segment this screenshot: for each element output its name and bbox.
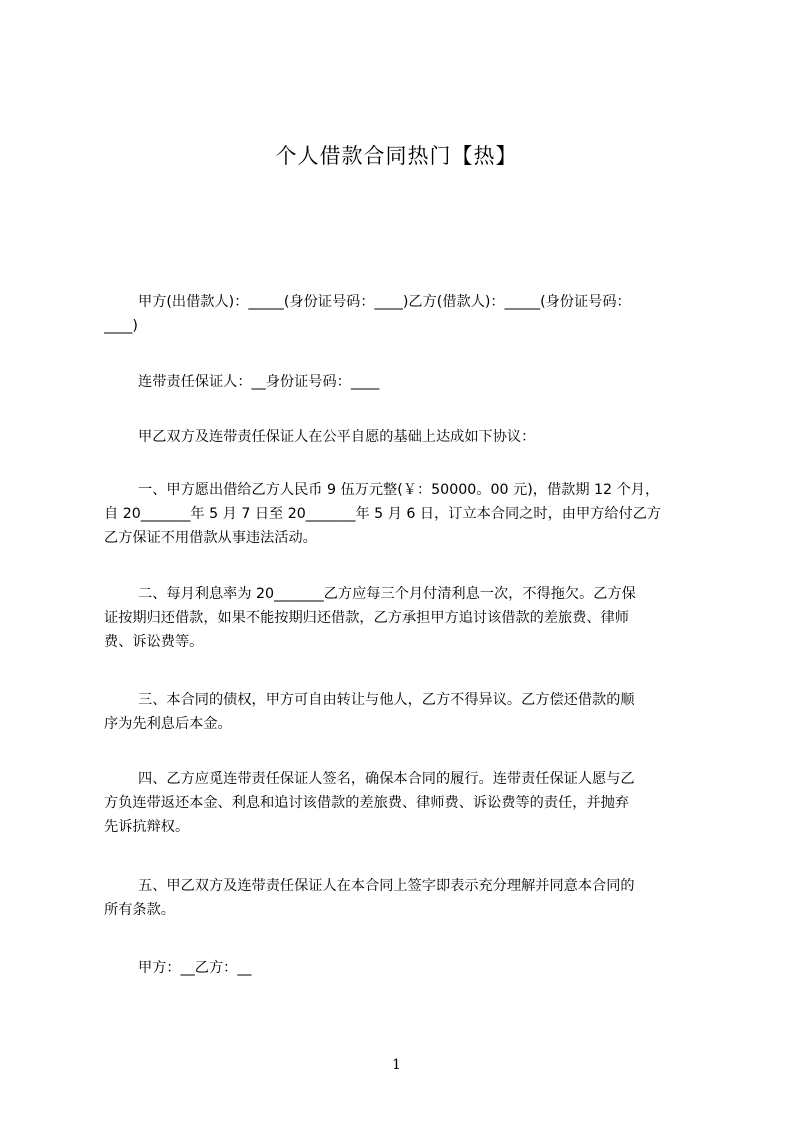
document-title: 个人借款合同热门【热】 (275, 144, 518, 168)
text-line: 甲方(出借款人)：_____(身份证号码：____)乙方(借款人)：_____(身份证号码： (138, 294, 631, 310)
text-line: 甲乙双方及连带责任保证人在公平自愿的基础上达成如下协议： (138, 429, 536, 445)
clause-three-paragraph (104, 688, 700, 736)
signature-paragraph (104, 956, 700, 980)
text-line: 序为先利息后本金。 (104, 716, 232, 732)
text-line: 五、甲乙双方及连带责任保证人在本合同上签字即表示充分理解并同意本合同的 (138, 878, 635, 894)
text-line: 三、本合同的债权，甲方可自由转让与他人，乙方不得异议。乙方偿还借款的顺 (138, 692, 635, 708)
text-line: 乙方保证不用借款从事违法活动。 (104, 530, 317, 546)
text-line: 一、甲方愿出借给乙方人民币 9 伍万元整(￥：50000。00 元)，借款期 12 个月， (138, 482, 660, 498)
text-line: 证按期归还借款，如果不能按期归还借款，乙方承担甲方追讨该借款的差旅费、律师 (104, 610, 629, 626)
clause-two-paragraph (104, 582, 700, 654)
text-line: ____) (104, 318, 138, 334)
text-line: 四、乙方应觅连带责任保证人签名，确保本合同的履行。连带责任保证人愿与乙 (138, 771, 635, 787)
text-line: 连带责任保证人：__身份证号码：____ (138, 374, 380, 390)
text-line: 费、诉讼费等。 (104, 634, 204, 650)
clause-one-paragraph (104, 478, 700, 550)
text-line: 自 20_______年 5 月 7 日至 20_______年 5 月 6 日，订立本合同之时，由甲方给付乙方 (104, 506, 662, 522)
agreement-intro-paragraph (104, 425, 700, 449)
clause-four-paragraph (104, 767, 700, 839)
text-line: 先诉抗辩权。 (104, 819, 190, 835)
guarantor-paragraph (104, 370, 700, 394)
text-line: 二、每月利息率为 20_______乙方应每三个月付清利息一次，不得拖欠。乙方保 (138, 586, 636, 602)
party-info-paragraph (104, 290, 700, 338)
clause-five-paragraph (104, 874, 700, 922)
text-line: 甲方：__乙方：__ (138, 960, 252, 976)
page-number: 1 (392, 1057, 401, 1073)
text-line: 所有条款。 (104, 902, 175, 918)
text-line: 方负连带返还本金、利息和追讨该借款的差旅费、律师费、诉讼费等的责任，并抛弃 (104, 795, 629, 811)
